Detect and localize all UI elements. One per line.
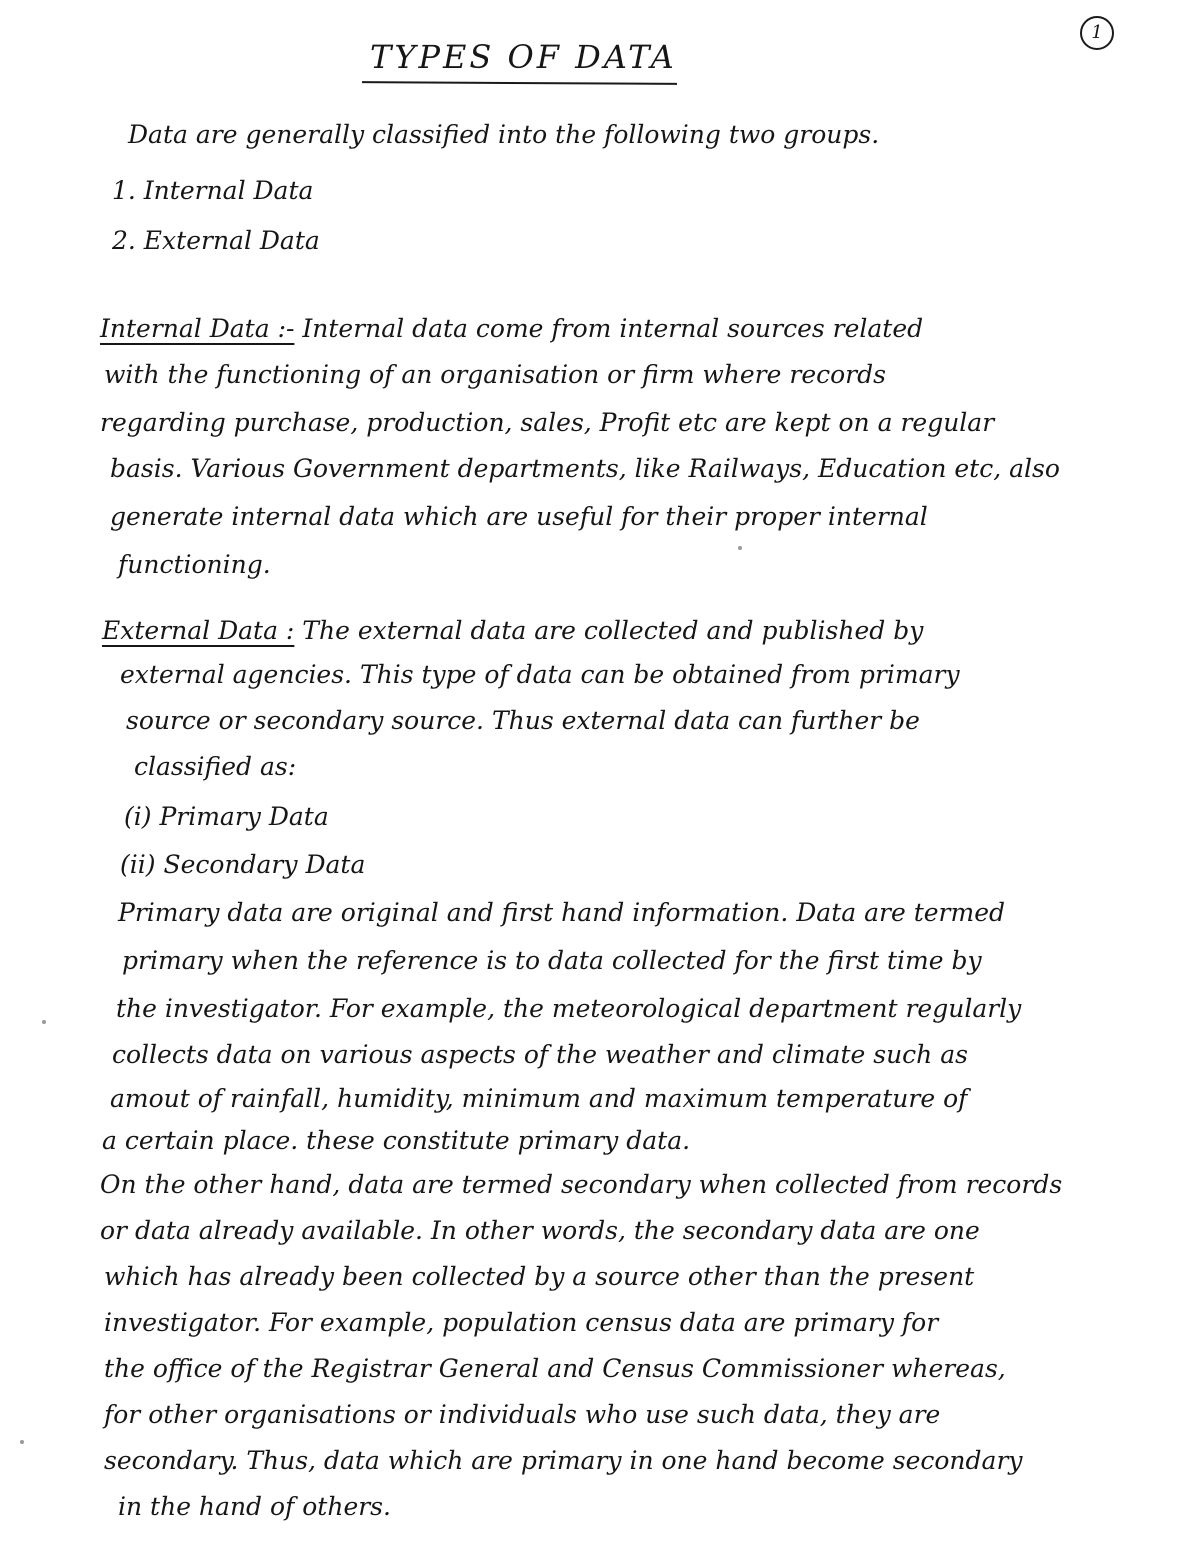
intro-item-external: 2. External Data	[112, 226, 320, 255]
internal-paragraph-line-2: with the functioning of an organisation or firm where records	[104, 360, 886, 389]
primary-paragraph-line-3: the investigator. For example, the meteorological department regularly	[116, 994, 1022, 1023]
secondary-paragraph-line-4: investigator. For example, population census data are primary for	[104, 1308, 939, 1337]
page-title: TYPES OF DATA	[370, 38, 677, 76]
secondary-paragraph-line-5: the office of the Registrar General and Census Commissioner whereas,	[104, 1354, 1006, 1383]
title-underline	[362, 81, 677, 85]
secondary-paragraph-line-2: or data already available. In other words, the secondary data are one	[100, 1216, 980, 1245]
internal-data-heading: Internal Data :-	[100, 314, 295, 343]
scan-speck	[42, 1020, 46, 1024]
intro-item-internal: 1. Internal Data	[112, 176, 314, 205]
secondary-paragraph-line-6: for other organisations or individuals who use such data, they are	[104, 1400, 941, 1429]
scan-speck	[20, 1440, 24, 1444]
external-paragraph-line-4: classified as:	[134, 752, 297, 781]
external-paragraph-line-1: External Data : The external data are collected and published by	[102, 616, 924, 645]
internal-paragraph-line-1: Internal Data :- Internal data come from internal sources related	[100, 314, 924, 343]
internal-paragraph-line-5: generate internal data which are useful for their proper internal	[110, 502, 928, 531]
external-data-heading: External Data :	[102, 616, 295, 645]
intro-line: Data are generally classified into the following two groups.	[128, 120, 880, 149]
secondary-paragraph-line-8: in the hand of others.	[118, 1492, 391, 1521]
primary-paragraph-line-2: primary when the reference is to data collected for the first time by	[122, 946, 982, 975]
external-paragraph-line-2: external agencies. This type of data can be obtained from primary	[120, 660, 960, 689]
secondary-paragraph-line-3: which has already been collected by a source other than the present	[104, 1262, 975, 1291]
internal-paragraph-line-3: regarding purchase, production, sales, Profit etc are kept on a regular	[100, 408, 995, 437]
secondary-paragraph-line-7: secondary. Thus, data which are primary in one hand become secondary	[104, 1446, 1023, 1475]
scan-speck	[738, 546, 742, 550]
external-item-secondary: (ii) Secondary Data	[120, 850, 366, 879]
primary-paragraph-line-6: a certain place. these constitute primary data.	[102, 1126, 691, 1155]
page-number: 1	[1080, 16, 1114, 50]
external-item-primary: (i) Primary Data	[124, 802, 329, 831]
primary-paragraph-line-5: amout of rainfall, humidity, minimum and maximum temperature of	[110, 1084, 968, 1113]
primary-paragraph-line-4: collects data on various aspects of the weather and climate such as	[112, 1040, 968, 1069]
primary-paragraph-line-1: Primary data are original and first hand information. Data are termed	[118, 898, 1005, 927]
external-paragraph-line-3: source or secondary source. Thus external data can further be	[126, 706, 920, 735]
secondary-paragraph-line-1: On the other hand, data are termed secondary when collected from records	[100, 1170, 1063, 1199]
internal-paragraph-line-6: functioning.	[118, 550, 271, 579]
internal-paragraph-line-4: basis. Various Government departments, like Railways, Education etc, also	[110, 454, 1060, 483]
